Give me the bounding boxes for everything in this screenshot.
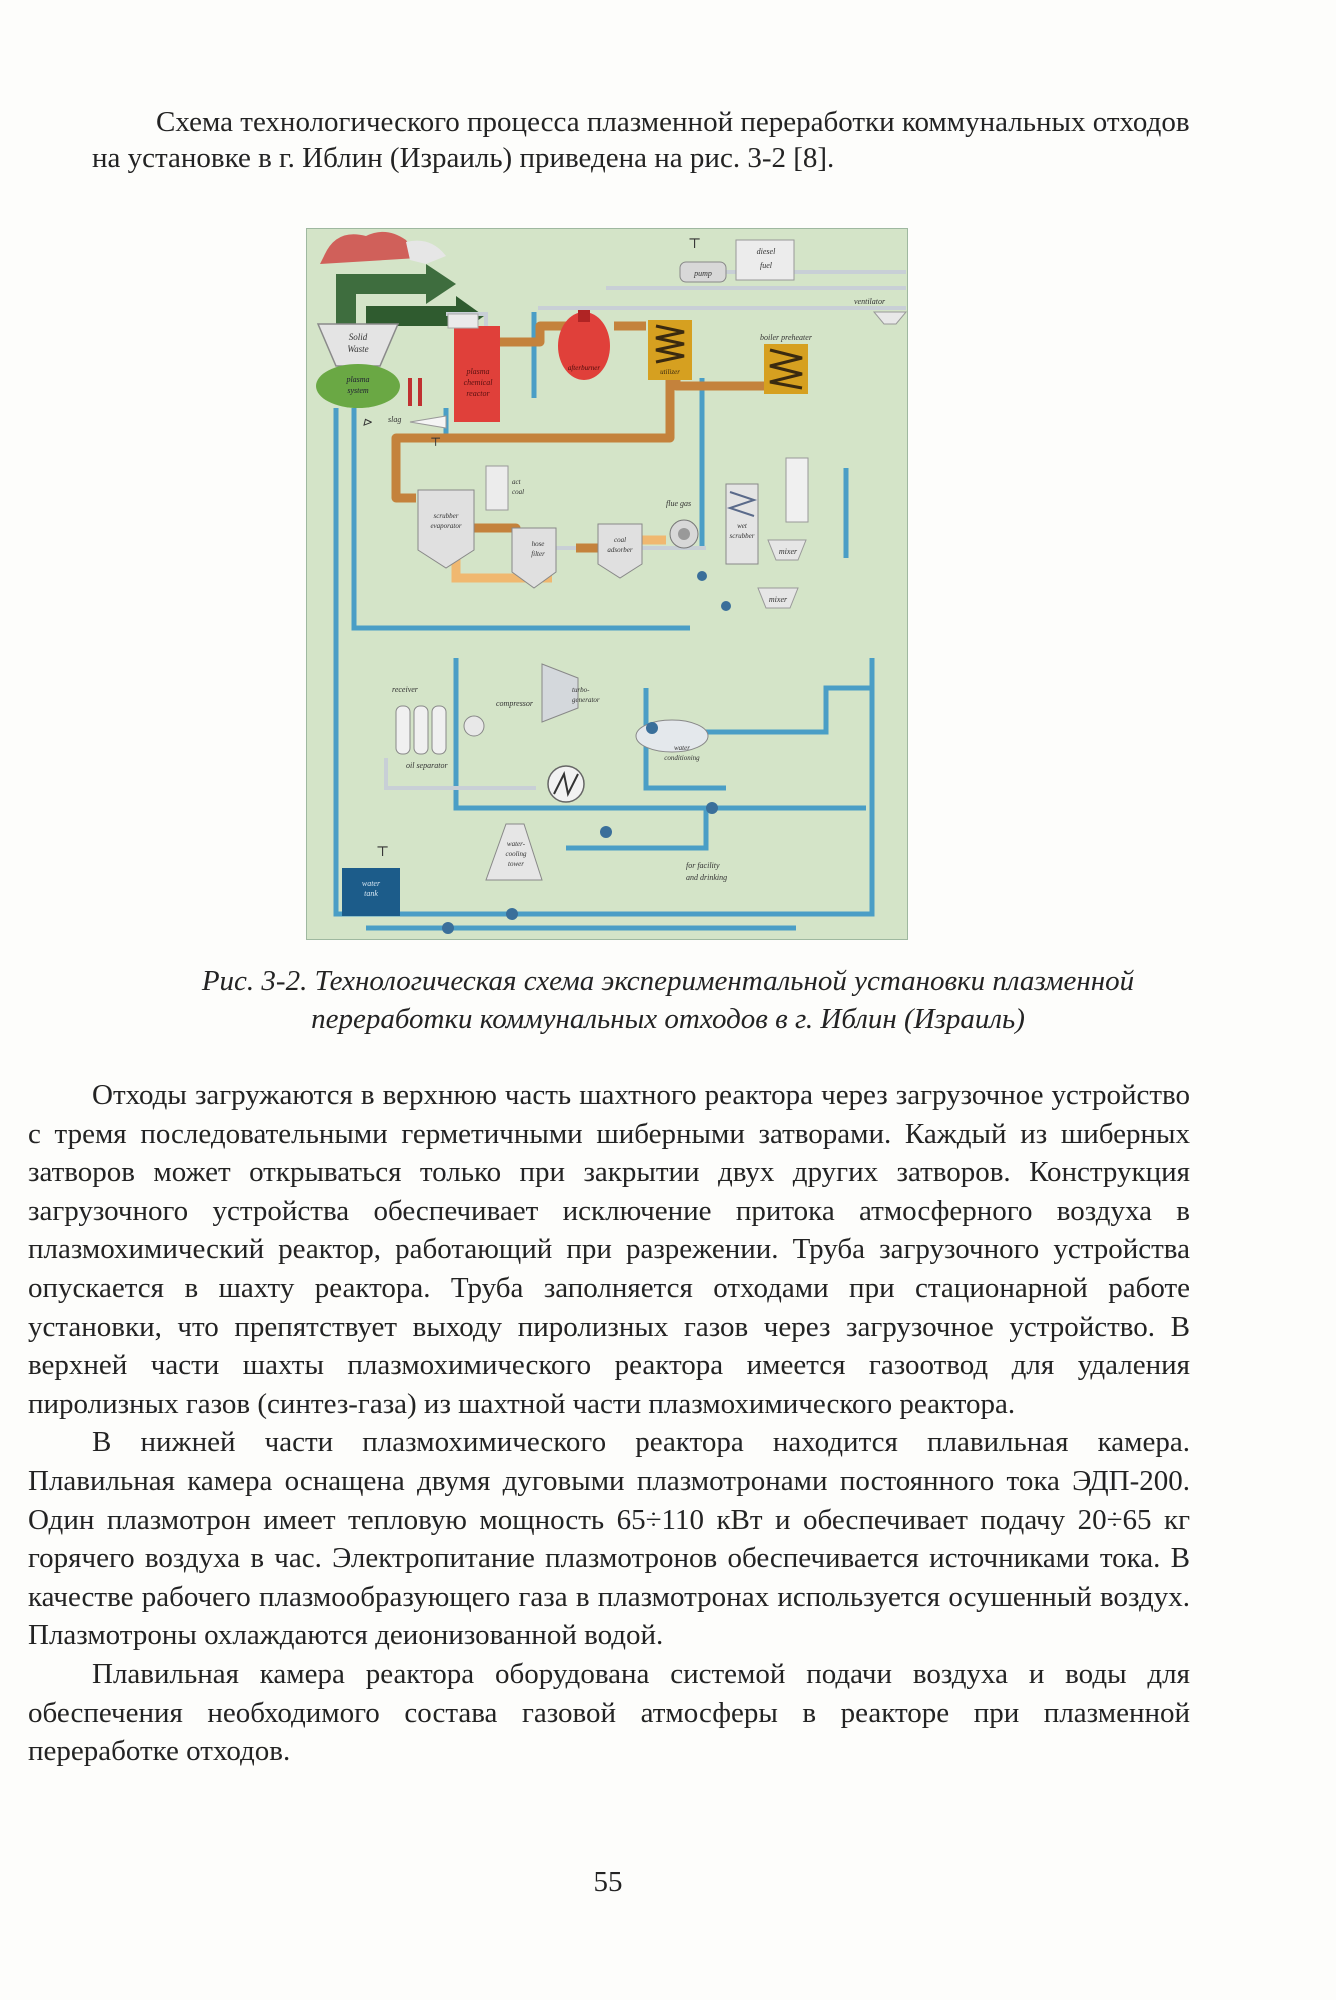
plasma-system-unit (316, 364, 400, 408)
valve-icon-2: ⊤ (430, 435, 442, 449)
process-diagram (306, 228, 908, 940)
process-diagram-figure (306, 228, 908, 940)
scrubber-label-2: evaporator (430, 522, 462, 530)
water-conditioning-label-2: conditioning (664, 754, 700, 762)
stack-column (786, 458, 808, 522)
solid-waste-label-1: Solid (348, 332, 368, 342)
afterburner-label: afterburner (567, 364, 601, 372)
wet-scrubber-label-1: wet (737, 522, 747, 530)
mixer-label-1: mixer (778, 547, 798, 556)
flue-gas-label: flue gas (666, 499, 692, 508)
boiler-preheater-label: boiler preheater (760, 333, 812, 342)
caption-line-2: переработки коммунальных отходов в г. Иблин (Израиль) (311, 1003, 1025, 1035)
act-coal-label-1: act (512, 478, 521, 486)
intro-paragraph: Схема технологического процесса плазменной переработки коммунальных отходов на установке в г. Иблин (Израиль) приведена на рис. 3-2 [8]. (92, 106, 1190, 174)
caption-line-1: Рис. 3-2. Технологическая схема экспериментальной установки плазменной (201, 965, 1135, 997)
paragraph-2: В нижней части плазмохимического реактора находится плавильная камера. Плавильная камера оснащена двумя дуговыми плазмотронами постоянного тока ЭДП-200. Один плазмотрон имеет тепловую мощность 65÷110 кВт и обеспечивает подачу 20÷65 кг горячего воздуха в час. Электропитание плазмотронов обеспечивается источниками тока. В качестве рабочего плазмообразующего газа в плазмотронах используется осушенный воздух. Плазмотроны охлаждаются деионизованной водой. (28, 1426, 1190, 1652)
hose-filter-label-1: hose (531, 540, 545, 548)
cooling-tower-label-3: tower (508, 860, 524, 868)
diesel-fuel-tank (736, 240, 794, 280)
act-coal-label-2: coal (512, 488, 525, 496)
coal-adsorber-label-2: adsorber (607, 546, 633, 554)
reactor-label-1: plasma (466, 367, 490, 376)
water-tank-valve-icon: ⊤ (376, 845, 390, 860)
slag-label: slag (388, 415, 402, 424)
reactor-label-2: chemical (463, 378, 493, 387)
wet-scrubber (726, 484, 758, 564)
pump-valve-icon: ⊤ (688, 237, 702, 252)
figure-caption (60, 962, 1276, 1038)
compressor-label: compressor (496, 699, 534, 708)
receiver-label: receiver (392, 685, 418, 694)
paragraph-1: Отходы загружаются в верхнюю часть шахтного реактора через загрузочное устройство с тремя последовательными герметичными шиберными затворами. Каждый из шиберных затворов может открываться только при закрытии двух других затворов. Конструкция загрузочного устройства обеспечивает исключение притока атмосферного воздуха в плазмохимический реактор, работающий при разрежении. Труба загрузочного устройства опускается в шахту реактора. Труба заполняется отходами при стационарной работе установки, что препятствует выходу пиролизных газов через загрузочное устройство. В верхней части шахты плазмохимического реактора имеется газоотвод для удаления пиролизных газов (синтез-газа) из шахтной части плазмохимического реактора. (28, 1079, 1190, 1420)
wet-scrubber-label-2: scrubber (729, 532, 755, 540)
mixer-label-2: mixer (768, 595, 788, 604)
plasma-system-label-2: system (347, 386, 369, 395)
water-tank-label-2: tank (364, 889, 378, 898)
facility-label-2: and drinking (686, 873, 728, 882)
scrubber-label-1: scrubber (433, 512, 459, 520)
valve-icon: ⊳ (362, 415, 373, 429)
diesel-fuel-label-2: fuel (760, 261, 772, 270)
reactor-label-3: reactor (466, 389, 490, 398)
page-number: 55 (593, 1866, 623, 1898)
cooling-tower-label-1: water- (506, 840, 526, 848)
diesel-fuel-label-1: diesel (756, 247, 776, 256)
water-tank-label-1: water (361, 879, 381, 888)
coal-adsorber-label-1: coal (613, 536, 627, 544)
facility-label-1: for facility (686, 861, 720, 870)
solid-waste-label-2: Waste (347, 344, 369, 354)
plasma-system-label-1: plasma (346, 375, 370, 384)
cooling-tower-label-2: cooling (505, 850, 527, 858)
utilizer-unit (648, 320, 692, 380)
heat-exchanger (548, 766, 584, 802)
water-conditioning-label-1: water (674, 744, 690, 752)
hose-filter-label-2: filter (531, 550, 545, 558)
turbo-generator-label-1: turbo- (572, 686, 590, 694)
utilizer-label: utilizer (660, 368, 680, 376)
body-text (28, 1076, 1190, 1771)
turbo-generator-label-2: generator (572, 696, 600, 704)
oil-separator-label: oil separator (406, 761, 448, 770)
pump-label: pump (694, 269, 712, 278)
paragraph-3: Плавильная камера реактора оборудована системой подачи воздуха и воды для обеспечения необходимого состава газовой атмосферы в реакторе при плазменной переработке отходов. (28, 1657, 1190, 1768)
ventilator-label: ventilator (854, 297, 886, 306)
